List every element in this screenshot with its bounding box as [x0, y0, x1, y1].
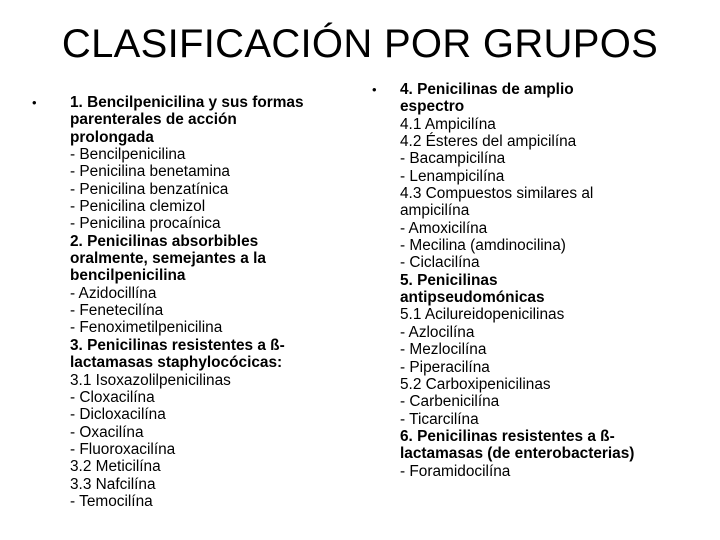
group-heading-line: lactamasas (de enterobacterias)	[400, 445, 635, 463]
list-item: - Lenampicilína	[400, 167, 505, 185]
list-item: - Dicloxacilína	[70, 406, 166, 424]
group-heading-line: 3. Penicilinas resistentes a ß-	[70, 336, 285, 354]
list-item: 4.1 Ampicilína	[400, 115, 496, 133]
group-heading-line: antipseudomónicas	[400, 289, 545, 307]
group-heading-line: 1. Bencilpenicilina y sus formas	[70, 94, 304, 111]
list-item: - Oxacilína	[70, 423, 144, 441]
list-item: - Piperacilína	[400, 358, 490, 376]
list-item: 5.2 Carboxipenicilinas	[400, 375, 551, 393]
list-item: - Foramidocilína	[400, 462, 511, 480]
list-item: - Bacampicilína	[400, 150, 506, 168]
group-heading-line: prolongada	[70, 128, 154, 146]
group-heading-line: espectro	[400, 98, 465, 116]
group-heading-line: oralmente, semejantes a la	[70, 250, 266, 268]
list-item: ampicilína	[400, 202, 470, 220]
list-item: - Mecilina (amdinocilina)	[400, 237, 566, 255]
list-item: - Mezlocilína	[400, 341, 487, 359]
list-item: - Amoxicilína	[400, 219, 488, 237]
group-heading-line: 4. Penicilinas de amplio	[400, 81, 574, 98]
list-item: - Ticarcilína	[400, 410, 479, 428]
list-item: 3.2 Meticilína	[70, 458, 161, 476]
slide-title: CLASIFICACIÓN POR GRUPOS	[61, 22, 659, 66]
list-item: - Carbenicilína	[400, 393, 500, 411]
list-item: - Fenetecilína	[70, 302, 164, 320]
list-item: - Azidocillína	[70, 284, 157, 302]
left-column-list	[70, 94, 360, 510]
group-heading-line: bencilpenicilina	[70, 267, 186, 285]
list-item: 5.1 Acilureidopenicilinas	[400, 306, 565, 324]
group-heading-line: parenterales de acción	[70, 111, 237, 129]
group-heading-line: 6. Penicilinas resistentes a ß-	[400, 427, 615, 445]
list-item: - Fluoroxacilína	[70, 440, 176, 458]
group-heading-line: lactamasas staphylocócicas:	[70, 354, 283, 372]
list-item: - Bencilpenicilina	[70, 146, 186, 164]
list-item: - Fenoximetilpenicilina	[70, 319, 223, 337]
list-item: - Temocilína	[70, 492, 153, 510]
right-column-list	[400, 81, 705, 480]
list-item: 4.2 Ésteres del ampicilína	[400, 133, 577, 151]
group-heading-line: 2. Penicilinas absorbibles	[70, 232, 259, 250]
group-heading-line: 5. Penicilinas	[400, 271, 498, 289]
list-item: - Penicilina procaínica	[70, 215, 221, 233]
list-item: - Azlocilína	[400, 323, 475, 341]
bullet-marker-left: •	[32, 95, 37, 110]
list-item: - Penicilina benetamina	[70, 163, 230, 181]
list-item: - Cloxacilína	[70, 388, 155, 406]
list-item: - Ciclacilína	[400, 254, 480, 272]
list-item: 4.3 Compuestos similares al	[400, 185, 594, 203]
bullet-marker-right: •	[372, 82, 377, 97]
list-item: - Penicilina benzatínica	[70, 180, 229, 198]
list-item: 3.1 Isoxazolilpenicilinas	[70, 371, 231, 389]
list-item: 3.3 Nafcilína	[70, 475, 156, 493]
list-item: - Penicilina clemizol	[70, 198, 206, 216]
